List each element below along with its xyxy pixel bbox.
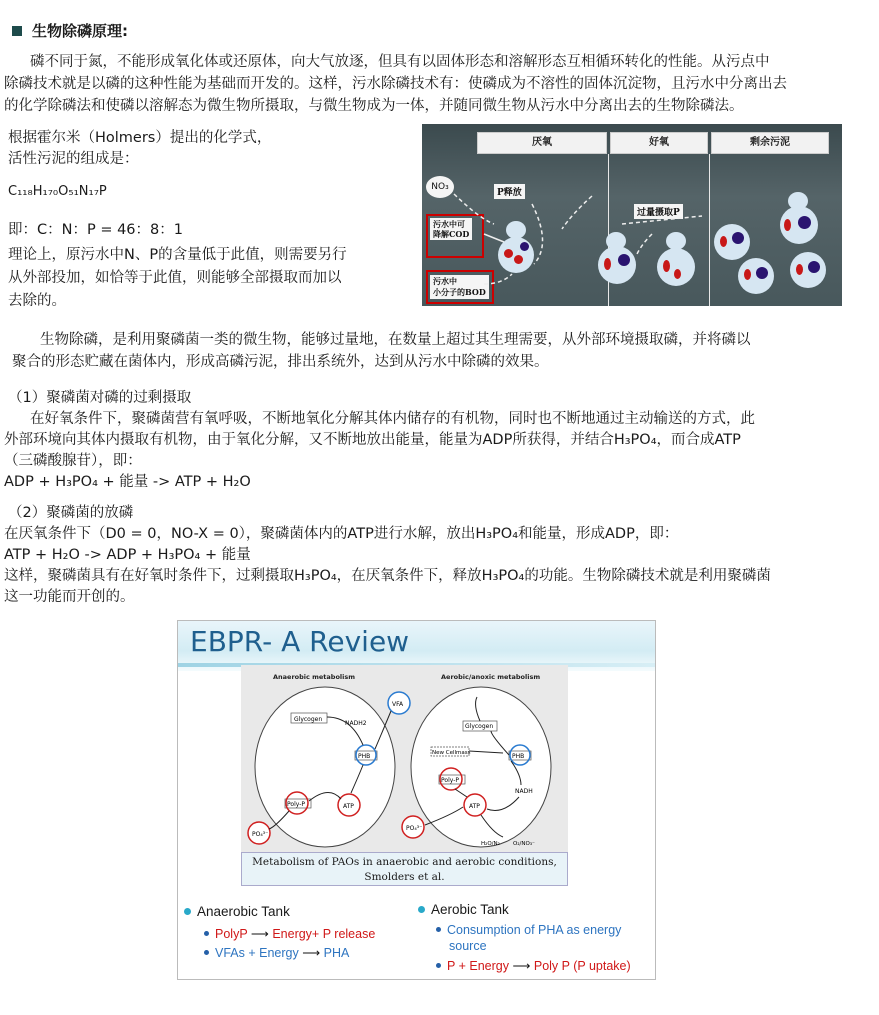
phosphate-dot (796, 264, 803, 275)
anaerobic-tank-bullet (184, 904, 290, 919)
section1-title: （1）聚磷菌对磷的过剩摄取 (8, 390, 192, 406)
bod-line-2: 小分子的BOD (433, 287, 486, 297)
slide-title: EBPR- A Review (190, 625, 410, 658)
heading-text: 生物除磷原理: (32, 22, 128, 40)
phb-dot (756, 267, 768, 279)
cnp-ratio: 即：C：N：P = 46：8：1 (8, 222, 183, 238)
phb-dot (520, 242, 529, 251)
aerobic-tank-label: Aerobic Tank (431, 902, 509, 917)
anaerobic-item-2 (204, 945, 349, 960)
theory-line-2: 从外部投加，如恰等于此值，则能够全部摄取而加以 (8, 270, 342, 286)
sub-bullet-dot-icon (436, 927, 441, 932)
arrow-icon: ⟶ (250, 927, 269, 941)
intro-line-1: 磷不同于氮，不能形成氧化体或还原体，向大气放逐，但具有以固体形态和溶解形态互相循环转化的性能。从污点中 (30, 54, 770, 70)
aerobic-item-2 (436, 958, 631, 973)
p-uptake-label: 过量摄取P (634, 204, 683, 219)
atp-label: ATP (343, 803, 354, 810)
bullet-dot-icon (184, 908, 191, 915)
arrow-icon: ⟶ (512, 959, 531, 973)
bio-line-1: 生物除磷，是利用聚磷菌一类的微生物，能够过量地，在数量上超过其生理需要，从外部环境摄取磷，并将磷以 (40, 332, 751, 348)
anaerobic-title: Anaerobic metabolism (273, 673, 356, 681)
glycogen-label: Glycogen (294, 716, 323, 723)
phosphate-dot (514, 255, 523, 264)
ebpr-review-slide (177, 620, 656, 980)
theory-line-1: 理论上，原污水中N、P的含量低于此值，则需要另行 (8, 247, 347, 263)
bullet-square-icon (12, 26, 22, 36)
po4-label: PO₄³⁻ (252, 831, 269, 838)
metabolism-svg (241, 665, 568, 879)
sub-bullet-dot-icon (204, 931, 209, 936)
phb-dot (808, 261, 820, 273)
cod-line-1: 污水中可 (433, 219, 465, 229)
section1-line-3: （三磷酸腺苷），即： (4, 453, 142, 469)
phosphate-dot (663, 260, 670, 272)
section2-title: （2）聚磷菌的放磷 (8, 505, 134, 521)
no3-label: NO₃ (426, 176, 454, 198)
phosphate-dot (674, 269, 681, 279)
section2-line-1: 在厌氧条件下（D0 = 0，NO-X = 0），聚磷菌体内的ATP进行水解，放出H₃PO₄和能量，形成ADP，即： (4, 526, 679, 542)
polyp-label: Poly-P (287, 801, 305, 808)
section1-equation: ADP + H₃PO₄ + 能量 -> ATP + H₂O (4, 474, 251, 490)
phosphorus-process-figure (422, 124, 842, 306)
energy-release-text: Energy+ P release (272, 927, 376, 941)
aerobic-item-1 (436, 923, 621, 937)
nadh2-label: NADH2 (345, 720, 367, 727)
aerobic-tank-bullet (418, 902, 509, 917)
excess-sludge-header: 剩余污泥 (711, 132, 829, 154)
metabolism-diagram (241, 665, 568, 879)
anaerobic-item-1 (204, 926, 375, 941)
vfas-energy-text: VFAs + Energy (215, 946, 299, 960)
po4-label-2: PO₄³⁻ (406, 825, 423, 832)
caption-line-1: Metabolism of PAOs in anaerobic and aerobic conditions, (252, 856, 557, 868)
anaerobic-cell (255, 687, 395, 847)
p-release-label: P释放 (494, 184, 525, 199)
chemical-formula: C₁₁₈H₁₇₀O₅₁N₁₇P (8, 184, 107, 199)
bio-line-2: 聚合的形态贮藏在菌体内，形成高磷污泥，排出系统外，达到从污水中除磷的效果。 (12, 354, 549, 370)
holmers-line-2: 活性污泥的组成是： (8, 151, 139, 167)
atp-label-2: ATP (469, 803, 480, 810)
nadh-label: NADH (515, 788, 533, 795)
pha-consumption-text: Consumption of PHA as energy (447, 923, 622, 937)
bullet-dot-icon (418, 906, 425, 913)
section1-line-2: 外部环境向其体内摄取有机物，由于氧化分解，又不断地放出能量，能量为ADP所获得，并结合H₃PO₄，而合成ATP (4, 432, 741, 448)
polyp-uptake-text: Poly P (P uptake) (533, 959, 631, 973)
glycogen-label-2: Glycogen (465, 723, 494, 730)
new-cell-label: New Cellmass (432, 750, 471, 756)
process-arrows (422, 124, 842, 306)
section2-equation: ATP + H₂O -> ADP + H₃PO₄ + 能量 (4, 547, 251, 563)
anaerobic-tank-label: Anaerobic Tank (197, 904, 290, 919)
section2-line-2: 这样，聚磷菌具有在好氧时条件下，过剩摄取H₃PO₄，在厌氧条件下，释放H₃PO₄的功能。生物除磷技术就是利用聚磷菌 (4, 568, 771, 584)
aerobic-header: 好氧 (610, 132, 708, 154)
diagram-caption (241, 852, 568, 886)
h2o-label: H₂O/N₂ (481, 841, 500, 847)
phb-dot (618, 254, 630, 266)
phb-label-2: PHB (512, 753, 525, 760)
cod-line-2: 降解COD (433, 229, 470, 239)
polyp-label-2: Poly-P (441, 777, 459, 784)
aerobic-item-1-cont (449, 939, 487, 953)
phb-dot (798, 216, 811, 229)
anaerobic-header: 厌氧 (477, 132, 607, 154)
bod-line-1: 污水中 (433, 276, 457, 286)
phosphate-dot (504, 249, 513, 258)
intro-line-3: 的化学除磷法和使磷以溶解态为微生物所摄取，与微生物成为一体，并随同微生物从污水中分离出去的生物除磷法。 (4, 98, 744, 114)
theory-line-3: 去除的。 (8, 293, 66, 309)
source-text: source (449, 939, 487, 953)
phb-label: PHB (358, 753, 371, 760)
pha-text: PHA (323, 946, 350, 960)
phosphate-dot (720, 236, 727, 247)
holmers-line-1: 根据霍尔米（Holmers）提出的化学式， (8, 130, 272, 146)
aerobic-cell (411, 687, 551, 847)
phosphate-dot (744, 269, 751, 280)
section2-line-3: 这一功能而开创的。 (4, 589, 135, 605)
o2-label: O₂/NO₃⁻ (513, 841, 535, 847)
phb-dot (732, 232, 744, 244)
p-energy-text: P + Energy (447, 959, 509, 973)
sub-bullet-dot-icon (436, 963, 441, 968)
sub-bullet-dot-icon (204, 950, 209, 955)
polyp-text: PolyP (215, 927, 248, 941)
phosphate-dot (604, 258, 611, 270)
vfa-label: VFA (392, 701, 404, 708)
section-heading (12, 20, 128, 41)
aerobic-title: Aerobic/anoxic metabolism (441, 673, 541, 681)
intro-line-2: 除磷技术就是以磷的这种性能为基础而开发的。这样，污水除磷技术有：使磷成为不溶性的固体沉淀物，且污水中分离出去 (4, 76, 787, 92)
section1-line-1: 在好氧条件下，聚磷菌营有氧呼吸，不断地氧化分解其体内储存的有机物，同时也不断地通过主动输送的方式，此 (30, 411, 755, 427)
arrow-icon: ⟶ (302, 946, 321, 960)
caption-line-2: Smolders et al. (364, 871, 445, 883)
phosphate-dot (784, 219, 791, 231)
